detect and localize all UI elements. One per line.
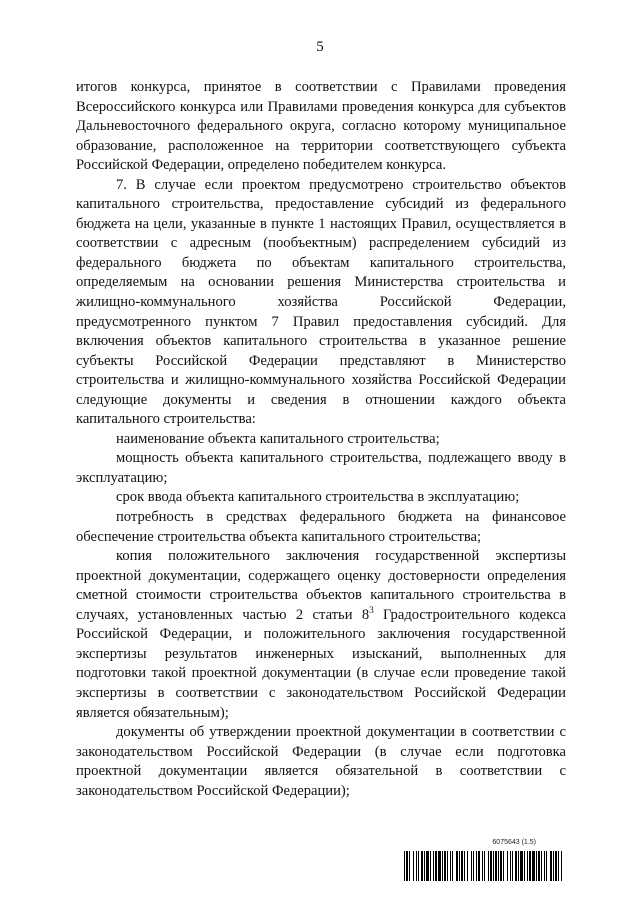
paragraph-expertise-text-b: Градостроительного кодекса Российской Федерации, и положительного заключения государственной экспертизы результатов инженерных изысканий, выполненных для подготовки такой проектной документации (в случае если проведение такой экспертизы в соответствии с законодательством Российской Федерации является обязательным); (76, 606, 567, 721)
paragraph-expertise-text-a: копия положительного заключения государственной экспертизы проектной документации, содержащего оценку достоверности определения сметной стоимости строительства объектов капитального строительства в случаях, установленных частью 2 статьи 8 (76, 548, 566, 623)
paragraph-budget-need: потребность в средствах федерального бюджета на финансовое обеспечение строительства объекта капитального строительства; (76, 509, 566, 545)
paragraph-expertise-copy (76, 547, 566, 723)
paragraph-design-approval: документы об утверждении проектной документации в соответствии с законодательством Российской Федерации (в случае если подготовка проектной документации является обязательной в соответствии с законодательством Российской Федерации); (76, 724, 566, 799)
document-barcode (404, 839, 564, 883)
paragraph-object-name: наименование объекта капитального строительства; (116, 430, 440, 447)
paragraph-contest-results: итогов конкурса, принятое в соответствии с Правилами проведения Всероссийского конкурса или Правилами проведения конкурса для субъектов Дальневосточного федерального округа, согласно которому муниципальное образование, расположенное на территории соответствующего субъекта Российской Федерации, определено победителем конкурса. (76, 79, 566, 174)
barcode-icon (404, 851, 564, 881)
page-number: 5 (316, 39, 324, 55)
paragraph-object-capacity: мощность объекта капитального строительства, подлежащего вводу в эксплуатацию; (76, 450, 566, 486)
document-body (76, 78, 566, 801)
barcode-code: 6075643 (1.5) (492, 839, 536, 846)
paragraph-commissioning-date: срок ввода объекта капитального строительства в эксплуатацию; (116, 489, 520, 506)
superscript-article: 3 (369, 604, 374, 615)
paragraph-item-7: 7. В случае если проектом предусмотрено строительство объектов капитального строительства, предоставление субсидий из федерального бюджета на цели, указанные в пункте 1 настоящих Правил, осуществляется в соответствии с адресным (пообъектным) распределением субсидий из федерального бюджета по объектам капитального строительства, определяемым на основании решения Министерства строительства и жилищно-коммунального хозяйства Российской Федерации, предусмотренного пунктом 7 Правил предоставления субсидий. Для включения объектов капитального строительства в указанное решение субъекты Российской Федерации представляют в Министерство строительства и жилищно-коммунального хозяйства Российской Федерации следующие документы и сведения в отношении каждого объекта капитального строительства: (76, 176, 566, 428)
